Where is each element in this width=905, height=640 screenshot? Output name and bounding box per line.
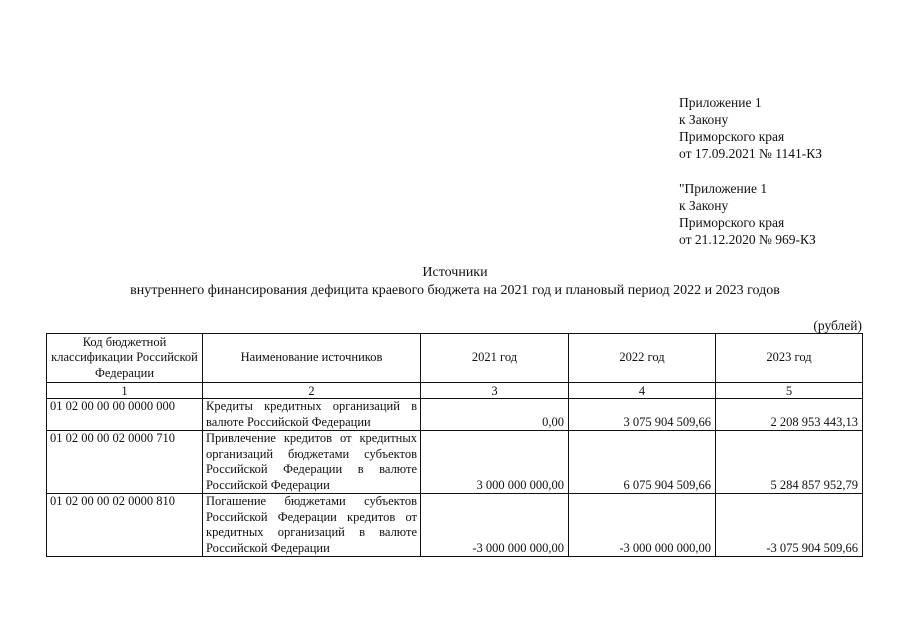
row-name: Погашение бюджетами субъектов Российской Федерации кредитов от кредитных организаций в валюте Российской Федерации: [203, 494, 421, 557]
row-value-2023: 5 284 857 952,79: [716, 431, 863, 494]
appendix-line: Приморского края: [679, 215, 785, 230]
row-name: Кредиты кредитных организаций в валюте Российской Федерации: [203, 399, 421, 431]
title-line-1: Источники: [422, 265, 488, 280]
table-row: [47, 399, 863, 431]
column-number: 3: [421, 383, 569, 399]
row-value-2021: 0,00: [421, 399, 569, 431]
header-2023: 2023 год: [716, 334, 863, 383]
appendix-line: к Закону: [679, 198, 729, 213]
column-number: 2: [203, 383, 421, 399]
table-header-row: [47, 334, 863, 383]
row-value-2022: -3 000 000 000,00: [569, 494, 716, 557]
row-value-2023: 2 208 953 443,13: [716, 399, 863, 431]
row-value-2021: 3 000 000 000,00: [421, 431, 569, 494]
column-number: 4: [569, 383, 716, 399]
row-code: 01 02 00 00 02 0000 810: [47, 494, 203, 557]
document-title: [60, 264, 850, 300]
appendix-previous: [679, 180, 879, 248]
row-code: 01 02 00 00 00 0000 000: [47, 399, 203, 431]
table-row: [47, 494, 863, 557]
header-code: Код бюджетной классификации Российской Федерации: [47, 334, 203, 383]
appendix-line: "Приложение 1: [679, 181, 768, 196]
table-row: [47, 431, 863, 494]
row-name: Привлечение кредитов от кредитных организаций бюджетами субъектов Российской Федерации в валюте Российской Федерации: [203, 431, 421, 494]
header-2022: 2022 год: [569, 334, 716, 383]
column-number-row: [47, 383, 863, 399]
appendix-line: Приложение 1: [679, 95, 762, 110]
column-number: 1: [47, 383, 203, 399]
header-2021: 2021 год: [421, 334, 569, 383]
column-number: 5: [716, 383, 863, 399]
appendix-line: от 21.12.2020 № 969-КЗ: [679, 232, 816, 247]
title-line-2: внутреннего финансирования дефицита краевого бюджета на 2021 год и плановый период 2022 и 2023 годов: [130, 283, 780, 298]
appendix-line: от 17.09.2021 № 1141-КЗ: [679, 146, 822, 161]
row-value-2023: -3 075 904 509,66: [716, 494, 863, 557]
appendix-line: Приморского края: [679, 129, 785, 144]
row-value-2021: -3 000 000 000,00: [421, 494, 569, 557]
appendix-line: к Закону: [679, 112, 729, 127]
units-label: (рублей): [813, 318, 862, 333]
header-name: Наименование источников: [203, 334, 421, 383]
financing-sources-table: [46, 333, 863, 557]
row-code: 01 02 00 00 02 0000 710: [47, 431, 203, 494]
row-value-2022: 6 075 904 509,66: [569, 431, 716, 494]
appendix-current: [679, 94, 879, 162]
row-value-2022: 3 075 904 509,66: [569, 399, 716, 431]
